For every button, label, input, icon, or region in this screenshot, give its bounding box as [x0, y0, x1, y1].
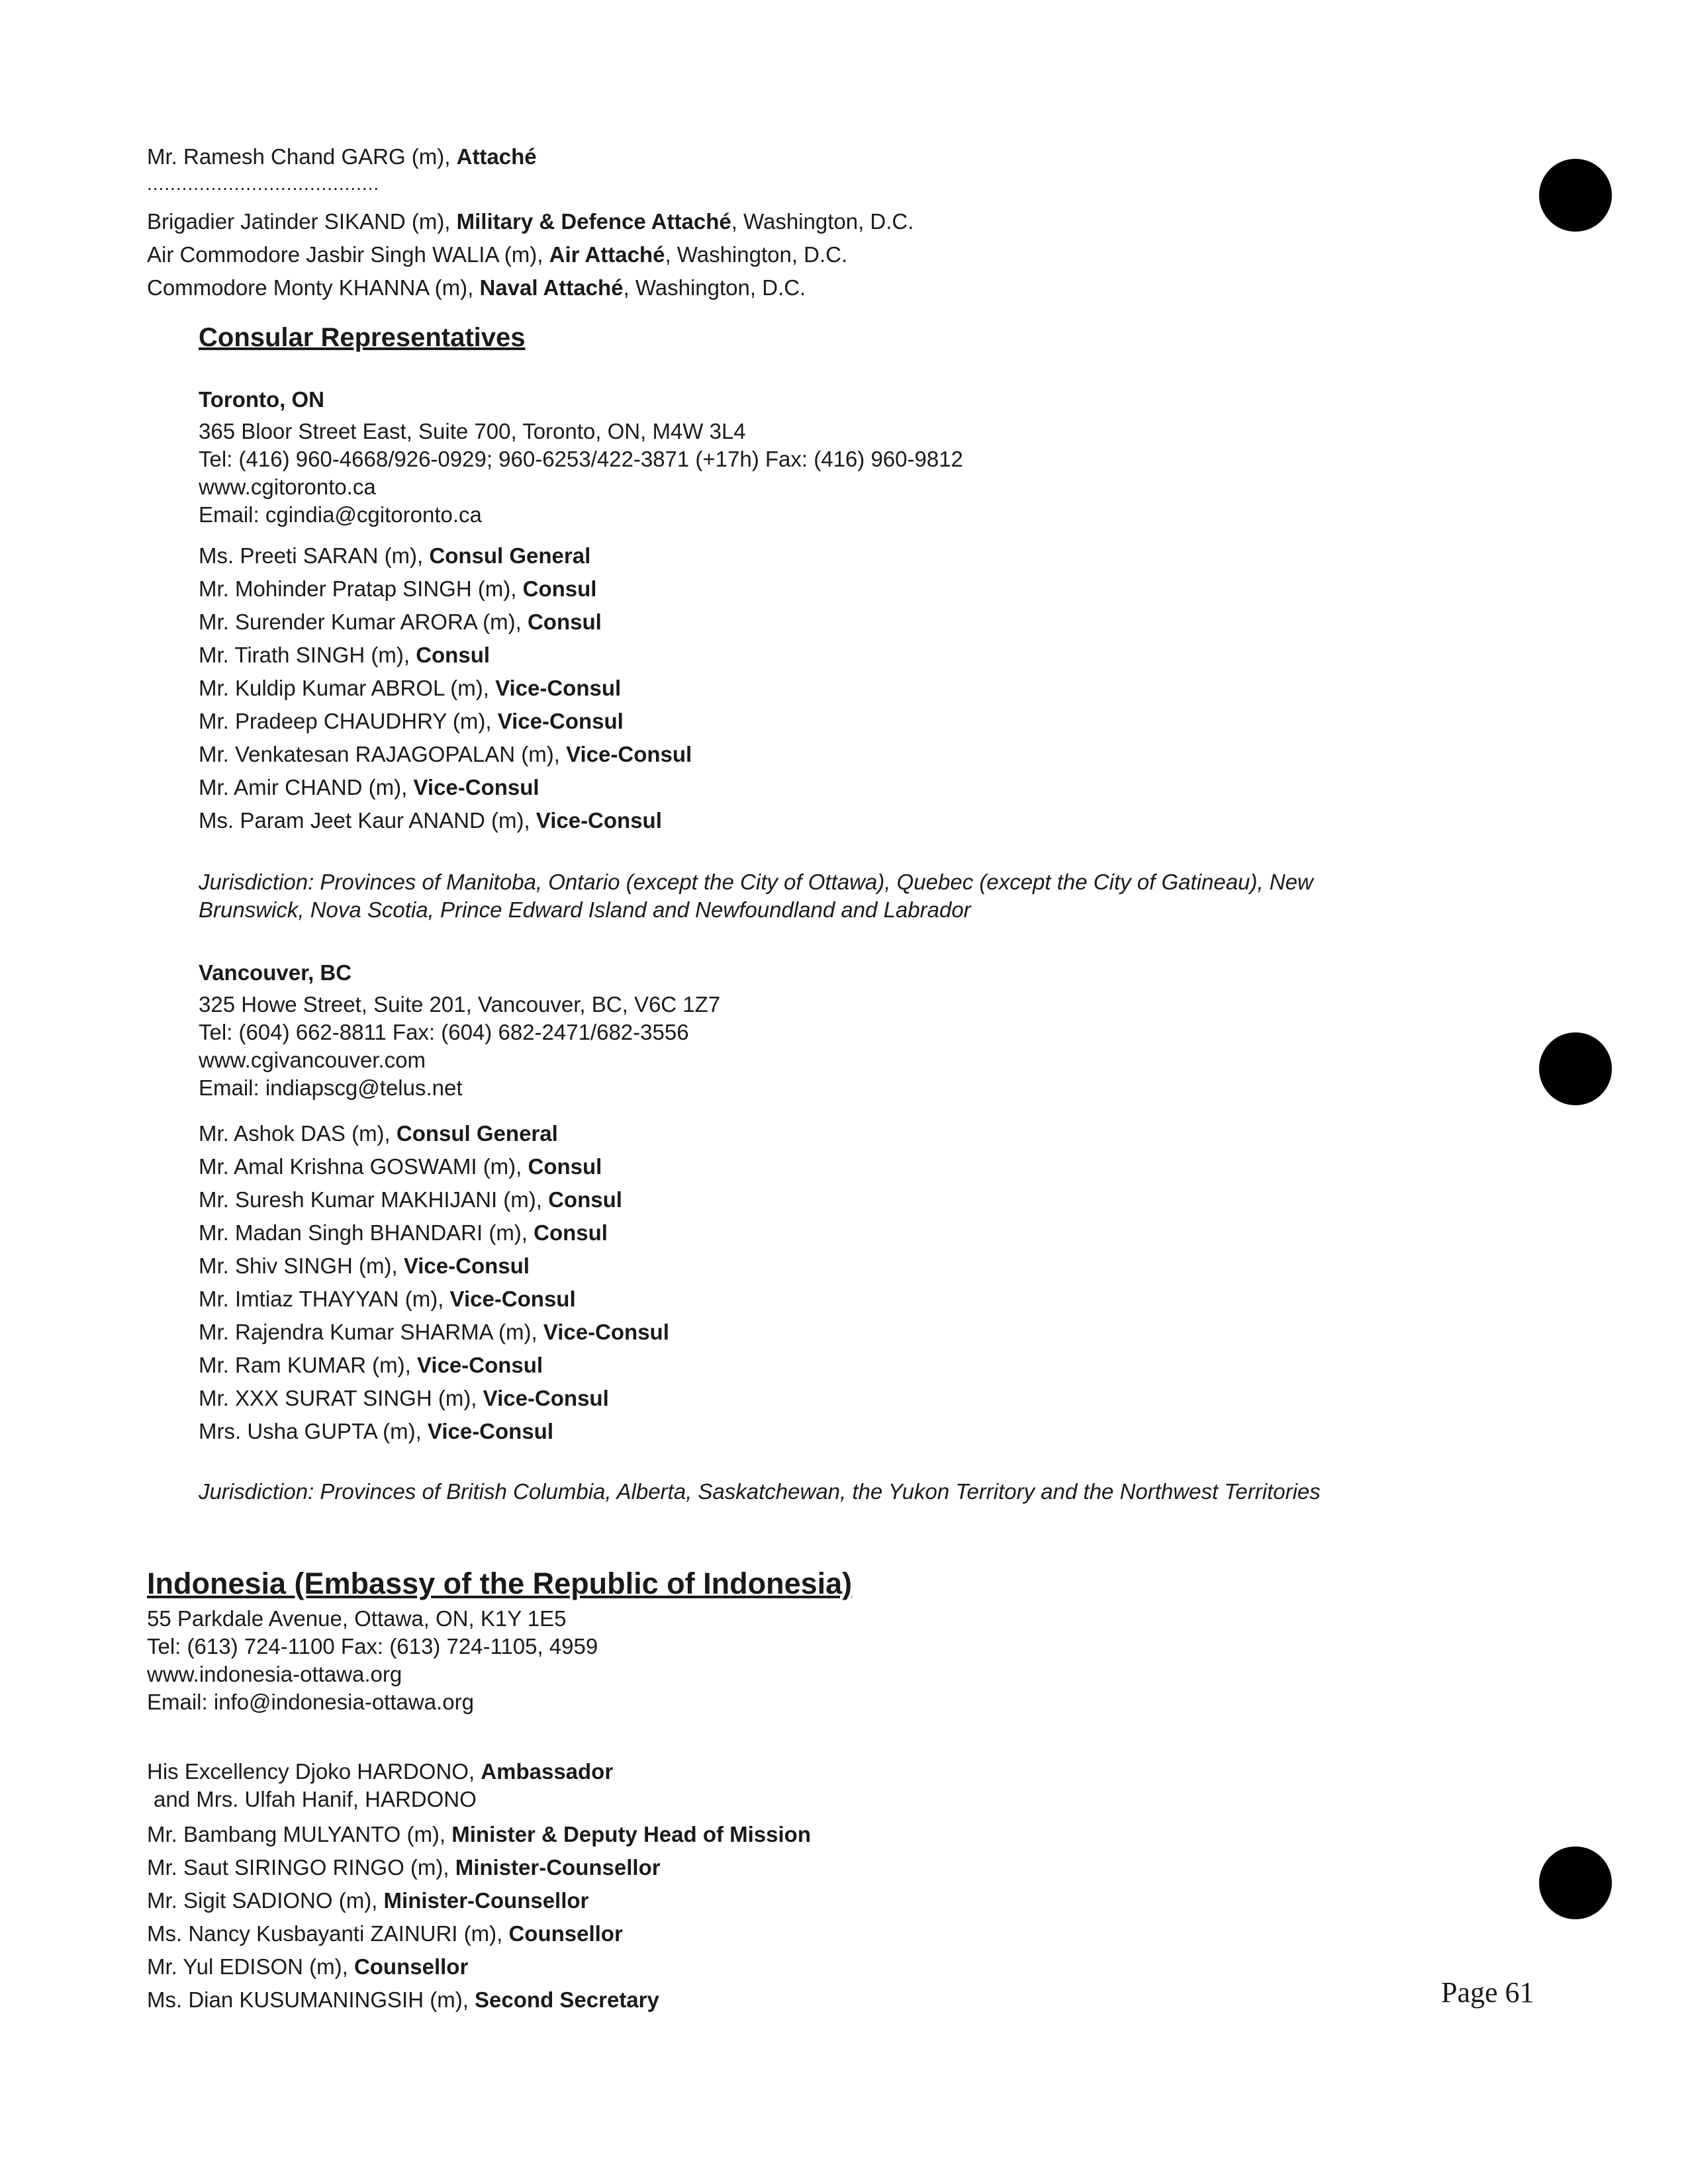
staff-line: [199, 543, 590, 569]
staff-title: Ambassador: [481, 1759, 614, 1784]
staff-line: [199, 774, 539, 801]
jurisdiction-line: Jurisdiction: Provinces of Manitoba, Ontario (except the City of Ottawa), Quebec (except the City of Gatineau), New: [199, 870, 1313, 894]
staff-line: [199, 1418, 553, 1445]
staff-name: Mr. Suresh Kumar MAKHIJANI (m),: [199, 1187, 549, 1212]
staff-title: Vice-Consul: [543, 1320, 669, 1344]
staff-title: Minister & Deputy Head of Mission: [451, 1822, 811, 1846]
ambassador-spouse: and Mrs. Ulfah Hanif, HARDONO: [154, 1787, 477, 1811]
staff-title: Vice-Consul: [427, 1419, 554, 1443]
staff-name: Mr. Ashok DAS (m),: [199, 1121, 397, 1146]
staff-title: Vice-Consul: [495, 676, 622, 700]
telephone: Tel: (604) 662-8811 Fax: (604) 682-2471/682-3556: [199, 1020, 689, 1044]
staff-name: Mr. Imtiaz THAYYAN (m),: [199, 1287, 450, 1311]
staff-name: Mr. XXX SURAT SINGH (m),: [199, 1386, 483, 1410]
staff-title: Consul General: [429, 543, 591, 568]
staff-title: Vice-Consul: [497, 709, 624, 733]
staff-title: Vice-Consul: [483, 1386, 609, 1410]
staff-name: Mr. Bambang MULYANTO (m),: [147, 1822, 452, 1846]
punch-hole-bottom: [1539, 1846, 1612, 1919]
website: www.cgitoronto.ca: [199, 475, 376, 499]
staff-line: [199, 1120, 558, 1147]
staff-line: [199, 576, 596, 602]
staff-title: Counsellor: [508, 1921, 623, 1946]
address: 325 Howe Street, Suite 201, Vancouver, BC, V6C 1Z7: [199, 992, 721, 1017]
staff-line: [147, 1854, 661, 1881]
punch-hole-top: [1539, 159, 1612, 232]
staff-line-attache: [147, 144, 537, 170]
staff-line: [199, 1187, 622, 1213]
staff-line: [199, 1319, 669, 1345]
jurisdiction-note-toronto: [199, 868, 1575, 924]
page-number: Page 61: [1441, 1976, 1534, 2009]
staff-name: Mr. Kuldip Kumar ABROL (m),: [199, 676, 496, 700]
staff-line: [199, 741, 692, 768]
staff-line: [147, 1821, 811, 1848]
telephone: Tel: (416) 960-4668/926-0929; 960-6253/422-3871 (+17h) Fax: (416) 960-9812: [199, 447, 963, 471]
staff-name: Ms. Dian KUSUMANINGSIH (m),: [147, 1987, 475, 2012]
staff-title: Consul: [534, 1220, 608, 1245]
jurisdiction-line: Brunswick, Nova Scotia, Prince Edward Island and Newfoundland and Labrador: [199, 897, 971, 922]
staff-name: His Excellency Djoko HARDONO,: [147, 1759, 481, 1784]
staff-line: [199, 1253, 530, 1279]
staff-title: Military & Defence Attaché: [456, 209, 731, 234]
staff-location: , Washington, D.C.: [665, 242, 848, 267]
staff-name: Air Commodore Jasbir Singh WALIA (m),: [147, 242, 549, 267]
staff-line: [199, 807, 662, 834]
jurisdiction-line: Jurisdiction: Provinces of British Columbia, Alberta, Saskatchewan, the Yukon Territory and the Northwest Territories: [199, 1479, 1321, 1504]
staff-line: [199, 1385, 609, 1412]
staff-line: [199, 708, 624, 735]
staff-title: Vice-Consul: [449, 1287, 576, 1311]
staff-name: Mr. Saut SIRINGO RINGO (m),: [147, 1855, 455, 1880]
staff-line: [147, 1987, 659, 2013]
email: Email: cgindia@cgitoronto.ca: [199, 502, 482, 527]
staff-title: Vice-Consul: [403, 1253, 530, 1278]
staff-line-naval: [147, 275, 806, 301]
section-heading-consular: Consular Representatives: [199, 323, 526, 352]
staff-line: [199, 1220, 608, 1246]
staff-name: Mr. Surender Kumar ARORA (m),: [199, 610, 528, 634]
staff-name: Commodore Monty KHANNA (m),: [147, 275, 480, 300]
staff-line-defence: [147, 208, 914, 235]
staff-title: Air Attaché: [549, 242, 665, 267]
website: www.cgivancouver.com: [199, 1048, 426, 1072]
staff-title: Vice-Consul: [413, 775, 539, 799]
staff-line: [199, 675, 621, 702]
staff-location: , Washington, D.C.: [731, 209, 914, 234]
staff-location: , Washington, D.C.: [623, 275, 806, 300]
email: Email: info@indonesia-ottawa.org: [147, 1690, 474, 1714]
staff-title: Consul: [416, 643, 491, 667]
staff-name: Mr. Mohinder Pratap SINGH (m),: [199, 576, 523, 601]
staff-line-ambassador: [147, 1758, 613, 1785]
staff-name: Mr. Ram KUMAR (m),: [199, 1353, 417, 1377]
staff-title: Minister-Counsellor: [383, 1888, 589, 1913]
staff-name: Mr. Madan Singh BHANDARI (m),: [199, 1220, 534, 1245]
staff-title: Vice-Consul: [566, 742, 692, 766]
staff-title: Consul: [522, 576, 597, 601]
city-heading-vancouver: Vancouver, BC: [199, 960, 352, 985]
staff-title: Vice-Consul: [416, 1353, 543, 1377]
staff-name: Ms. Param Jeet Kaur ANAND (m),: [199, 808, 536, 833]
punch-hole-middle: [1539, 1032, 1612, 1105]
section-heading-indonesia: Indonesia (Embassy of the Republic of Indonesia): [147, 1567, 853, 1600]
jurisdiction-note-vancouver: [199, 1478, 1575, 1506]
staff-name: Mr. Pradeep CHAUDHRY (m),: [199, 709, 498, 733]
website: www.indonesia-ottawa.org: [147, 1662, 402, 1686]
staff-name: Mr. Amal Krishna GOSWAMI (m),: [199, 1154, 528, 1179]
telephone: Tel: (613) 724-1100 Fax: (613) 724-1105, 4959: [147, 1634, 598, 1659]
email: Email: indiapscg@telus.net: [199, 1075, 463, 1100]
staff-line: [147, 1888, 588, 1914]
staff-line: [147, 1954, 468, 1980]
staff-line: [199, 642, 490, 668]
staff-title: Consul: [548, 1187, 622, 1212]
staff-name: Ms. Nancy Kusbayanti ZAINURI (m),: [147, 1921, 509, 1946]
staff-title: Vice-Consul: [536, 808, 662, 833]
staff-line: [147, 1921, 623, 1947]
staff-name: Ms. Preeti SARAN (m),: [199, 543, 430, 568]
staff-line: [199, 1286, 576, 1312]
staff-name: Brigadier Jatinder SIKAND (m),: [147, 209, 457, 234]
staff-name: Mrs. Usha GUPTA (m),: [199, 1419, 428, 1443]
staff-name: Mr. Venkatesan RAJAGOPALAN (m),: [199, 742, 567, 766]
staff-title: Second Secretary: [475, 1987, 659, 2012]
staff-line: [199, 1154, 602, 1180]
staff-title: Consul General: [396, 1121, 558, 1146]
staff-name: Mr. Sigit SADIONO (m),: [147, 1888, 384, 1913]
staff-name: Mr. Rajendra Kumar SHARMA (m),: [199, 1320, 543, 1344]
staff-name: Mr. Tirath SINGH (m),: [199, 643, 416, 667]
staff-name: Mr. Shiv SINGH (m),: [199, 1253, 404, 1278]
staff-line: [199, 609, 602, 635]
staff-title: Counsellor: [353, 1954, 469, 1979]
staff-name: Mr. Amir CHAND (m),: [199, 775, 414, 799]
staff-title: Minister-Counsellor: [455, 1855, 661, 1880]
separator-dots: ........................................: [147, 173, 380, 194]
staff-title: Naval Attaché: [479, 275, 624, 300]
staff-title: Consul: [528, 1154, 602, 1179]
city-heading-toronto: Toronto, ON: [199, 387, 325, 412]
address: 55 Parkdale Avenue, Ottawa, ON, K1Y 1E5: [147, 1606, 567, 1631]
staff-line-air: [147, 242, 847, 268]
staff-line: [199, 1352, 543, 1379]
address: 365 Bloor Street East, Suite 700, Toronto, ON, M4W 3L4: [199, 419, 746, 443]
staff-name: Mr. Yul EDISON (m),: [147, 1954, 354, 1979]
staff-name: Mr. Ramesh Chand GARG (m),: [147, 144, 457, 169]
staff-title: Attaché: [456, 144, 537, 169]
staff-title: Consul: [527, 610, 602, 634]
